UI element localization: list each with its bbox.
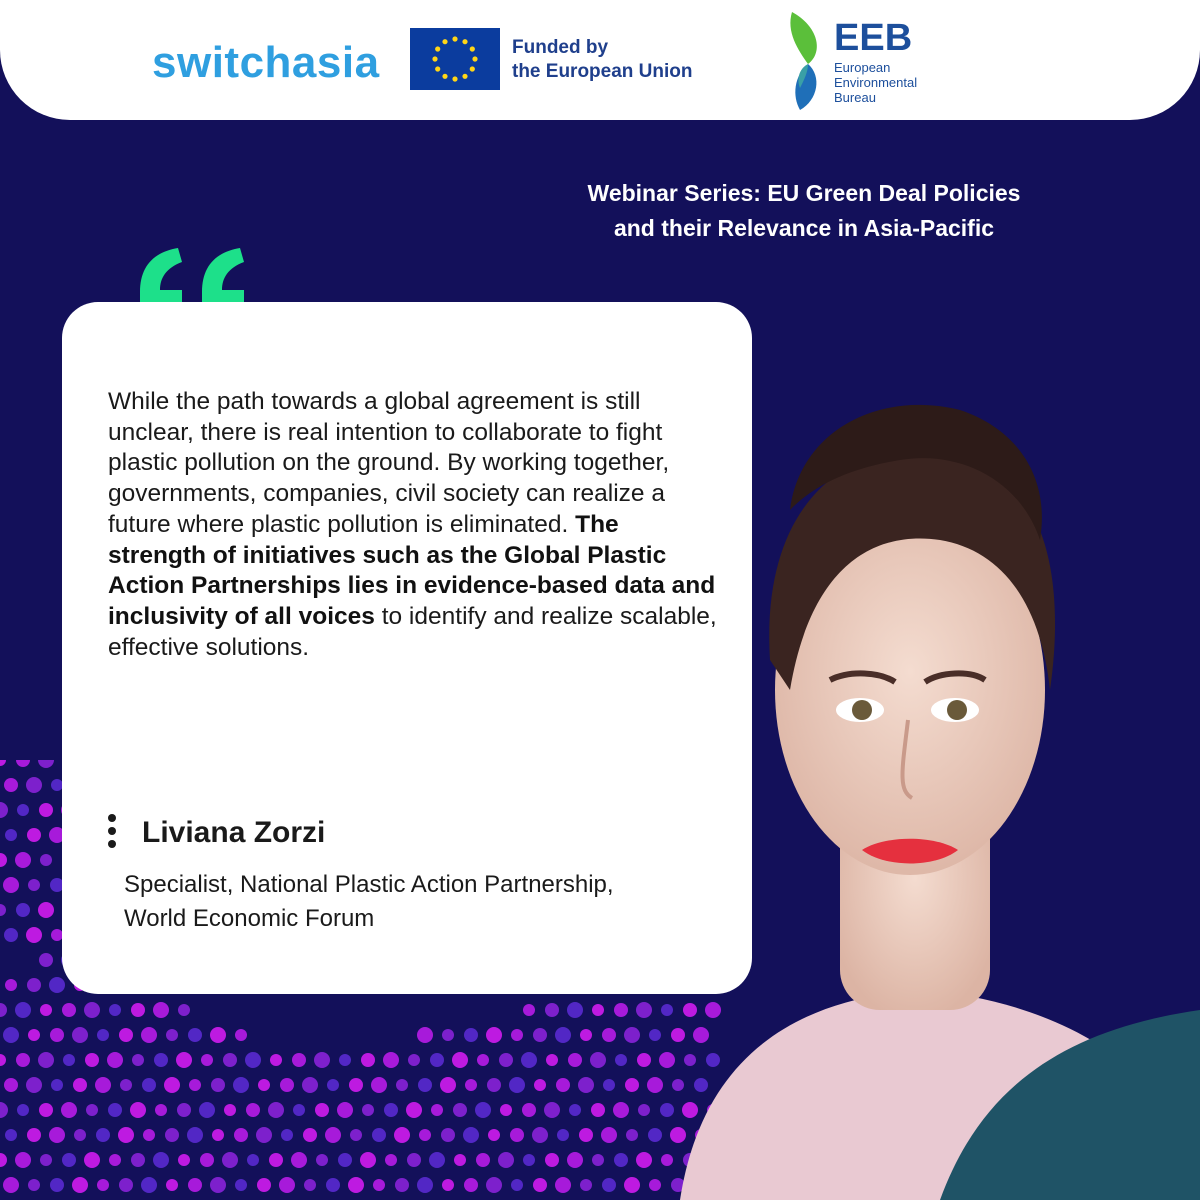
decorative-dot bbox=[15, 1152, 31, 1168]
decorative-dot bbox=[224, 1104, 236, 1116]
decorative-dot bbox=[3, 877, 19, 893]
decorative-dot bbox=[384, 1103, 398, 1117]
decorative-dot bbox=[316, 1154, 328, 1166]
decorative-dot bbox=[454, 1154, 466, 1166]
decorative-dot bbox=[26, 1077, 42, 1093]
vertical-dots-icon bbox=[106, 814, 118, 854]
decorative-dot bbox=[624, 1027, 640, 1043]
decorative-dot bbox=[62, 1153, 76, 1167]
decorative-dot bbox=[556, 1078, 570, 1092]
decorative-dot bbox=[27, 978, 41, 992]
decorative-dot bbox=[153, 1002, 169, 1018]
decorative-dot bbox=[27, 1128, 41, 1142]
decorative-dot bbox=[212, 1129, 224, 1141]
decorative-dot bbox=[510, 1128, 524, 1142]
eu-funding-line2: the European Union bbox=[512, 61, 693, 82]
decorative-dot bbox=[602, 1178, 616, 1192]
decorative-dot bbox=[293, 1104, 305, 1116]
decorative-dot bbox=[16, 903, 30, 917]
decorative-dot bbox=[373, 1179, 385, 1191]
decorative-dot bbox=[614, 1153, 628, 1167]
decorative-dot bbox=[210, 1177, 226, 1193]
decorative-dot bbox=[28, 879, 40, 891]
decorative-dot bbox=[385, 1154, 397, 1166]
decorative-dot bbox=[580, 1029, 592, 1041]
decorative-dot bbox=[590, 1052, 606, 1068]
decorative-dot bbox=[17, 1104, 29, 1116]
decorative-dot bbox=[62, 1003, 76, 1017]
decorative-dot bbox=[545, 1003, 559, 1017]
decorative-dot bbox=[453, 1103, 467, 1117]
decorative-dot bbox=[119, 1028, 133, 1042]
webinar-title-line2: and their Relevance in Asia-Pacific bbox=[613, 215, 995, 241]
decorative-dot bbox=[523, 1154, 535, 1166]
decorative-dot bbox=[442, 1179, 454, 1191]
decorative-dot bbox=[361, 1053, 375, 1067]
decorative-dot bbox=[464, 1178, 478, 1192]
decorative-dot bbox=[408, 1054, 420, 1066]
decorative-dot bbox=[509, 1077, 525, 1093]
decorative-dot bbox=[27, 828, 41, 842]
decorative-dot bbox=[592, 1004, 604, 1016]
decorative-dot bbox=[97, 1179, 109, 1191]
decorative-dot bbox=[4, 778, 18, 792]
decorative-dot bbox=[429, 1152, 445, 1168]
decorative-dot bbox=[222, 1152, 238, 1168]
decorative-dot bbox=[97, 1029, 109, 1041]
decorative-dot bbox=[452, 1052, 468, 1068]
decorative-dot bbox=[339, 1054, 351, 1066]
decorative-dot bbox=[350, 1129, 362, 1141]
decorative-dot bbox=[568, 1053, 582, 1067]
decorative-dot bbox=[141, 1027, 157, 1043]
decorative-dot bbox=[395, 1178, 409, 1192]
decorative-dot bbox=[155, 1104, 167, 1116]
decorative-dot bbox=[200, 1153, 214, 1167]
eeb-sub-line3: Bureau bbox=[834, 90, 876, 105]
decorative-dot bbox=[5, 979, 17, 991]
decorative-dot bbox=[49, 1127, 65, 1143]
decorative-dot bbox=[28, 1179, 40, 1191]
decorative-dot bbox=[532, 1127, 548, 1143]
decorative-dot bbox=[580, 1179, 592, 1191]
decorative-dot bbox=[487, 1078, 501, 1092]
eu-funding-line1: Funded by bbox=[512, 37, 609, 58]
decorative-dot bbox=[245, 1052, 261, 1068]
decorative-dot bbox=[486, 1177, 502, 1193]
decorative-dot bbox=[4, 928, 18, 942]
decorative-dot bbox=[383, 1052, 399, 1068]
decorative-dot bbox=[131, 1003, 145, 1017]
decorative-dot bbox=[246, 1103, 260, 1117]
decorative-dot bbox=[418, 1078, 432, 1092]
eeb-logo-name: EEB bbox=[834, 17, 913, 59]
decorative-dot bbox=[40, 854, 52, 866]
decorative-dot bbox=[281, 1129, 293, 1141]
decorative-dot bbox=[417, 1177, 433, 1193]
decorative-dot bbox=[396, 1079, 408, 1091]
decorative-dot bbox=[521, 1052, 537, 1068]
webinar-title bbox=[460, 176, 1148, 246]
decorative-dot bbox=[0, 802, 8, 818]
decorative-dot bbox=[360, 1152, 376, 1168]
decorative-dot bbox=[625, 1078, 639, 1092]
decorative-dot bbox=[119, 1178, 133, 1192]
decorative-dot bbox=[464, 1028, 478, 1042]
switchasia-logo bbox=[152, 38, 380, 88]
speaker-role-line2: World Economic Forum bbox=[124, 905, 375, 932]
decorative-dot bbox=[601, 1127, 617, 1143]
eu-flag-icon bbox=[410, 28, 500, 90]
quote-text-plain-1: While the path towards a global agreement is still unclear, there is real intention to collaborate to fight plastic pollution on the ground. By working together, governments, companies, civil society can realize a future where plastic pollution is eliminated. bbox=[108, 388, 670, 538]
decorative-dot bbox=[73, 1078, 87, 1092]
quote-text-plain-2: to identify and realize scalable, effective solutions. bbox=[108, 602, 717, 661]
decorative-dot bbox=[189, 1079, 201, 1091]
decorative-dot bbox=[292, 1053, 306, 1067]
decorative-dot bbox=[50, 1028, 64, 1042]
decorative-dot bbox=[614, 1003, 628, 1017]
decorative-dot bbox=[419, 1129, 431, 1141]
decorative-dot bbox=[4, 1078, 18, 1092]
decorative-dot bbox=[602, 1028, 616, 1042]
decorative-dot bbox=[500, 1104, 512, 1116]
decorative-dot bbox=[406, 1102, 422, 1118]
decorative-dot bbox=[234, 1128, 248, 1142]
decorative-dot bbox=[235, 1029, 247, 1041]
decorative-dot bbox=[50, 1178, 64, 1192]
decorative-dot bbox=[555, 1027, 571, 1043]
decorative-dot bbox=[176, 1052, 192, 1068]
decorative-dot bbox=[3, 1027, 19, 1043]
decorative-dot bbox=[86, 1104, 98, 1116]
decorative-dot bbox=[0, 1054, 6, 1066]
decorative-dot bbox=[74, 1129, 86, 1141]
decorative-dot bbox=[545, 1153, 559, 1167]
decorative-dot bbox=[3, 1177, 19, 1193]
decorative-dot bbox=[188, 1028, 202, 1042]
decorative-dot bbox=[84, 1002, 100, 1018]
decorative-dot bbox=[430, 1053, 444, 1067]
decorative-dot bbox=[567, 1002, 583, 1018]
decorative-dot bbox=[431, 1104, 443, 1116]
decorative-dot bbox=[270, 1054, 282, 1066]
decorative-dot bbox=[511, 1029, 523, 1041]
decorative-dot bbox=[476, 1153, 490, 1167]
decorative-dot bbox=[108, 1103, 122, 1117]
eeb-logo-subtitle bbox=[834, 60, 954, 105]
decorative-dot bbox=[362, 1104, 374, 1116]
decorative-dot bbox=[0, 1102, 8, 1118]
decorative-dot bbox=[442, 1029, 454, 1041]
decorative-dot bbox=[546, 1054, 558, 1066]
decorative-dot bbox=[498, 1152, 514, 1168]
decorative-dot bbox=[130, 1102, 146, 1118]
decorative-dot bbox=[441, 1128, 455, 1142]
decorative-dot bbox=[247, 1154, 259, 1166]
decorative-dot bbox=[72, 1027, 88, 1043]
decorative-dot bbox=[131, 1153, 145, 1167]
decorative-dot bbox=[142, 1078, 156, 1092]
decorative-dot bbox=[84, 1152, 100, 1168]
decorative-dot bbox=[511, 1179, 523, 1191]
decorative-dot bbox=[26, 927, 42, 943]
quote-text-bold: The strength of initiatives such as the Global Plastic Action Partnerships lies in evidence-based data and inclusivity of all voices bbox=[108, 510, 716, 630]
decorative-dot bbox=[39, 953, 53, 967]
decorative-dot bbox=[327, 1079, 339, 1091]
decorative-dot bbox=[522, 1103, 536, 1117]
decorative-dot bbox=[534, 1079, 546, 1091]
decorative-dot bbox=[85, 1053, 99, 1067]
decorative-dot bbox=[201, 1054, 213, 1066]
decorative-dot bbox=[49, 977, 65, 993]
decorative-dot bbox=[153, 1152, 169, 1168]
decorative-dot bbox=[338, 1153, 352, 1167]
decorative-dot bbox=[0, 1153, 7, 1167]
webinar-title-line1: Webinar Series: EU Green Deal Policies bbox=[587, 180, 1021, 206]
decorative-dot bbox=[477, 1054, 489, 1066]
decorative-dot bbox=[325, 1127, 341, 1143]
decorative-dot bbox=[39, 803, 53, 817]
decorative-dot bbox=[199, 1102, 215, 1118]
decorative-dot bbox=[567, 1152, 583, 1168]
decorative-dot bbox=[591, 1103, 605, 1117]
decorative-dot bbox=[624, 1177, 640, 1193]
decorative-dot bbox=[95, 1077, 111, 1093]
speaker-role bbox=[124, 868, 734, 936]
decorative-dot bbox=[15, 1002, 31, 1018]
decorative-dot bbox=[533, 1178, 547, 1192]
decorative-dot bbox=[314, 1052, 330, 1068]
decorative-dot bbox=[38, 760, 54, 768]
eeb-sub-line1: European bbox=[834, 60, 891, 75]
decorative-dot bbox=[349, 1078, 363, 1092]
switch-logo-part1: switch bbox=[152, 38, 292, 87]
decorative-dot bbox=[626, 1129, 638, 1141]
decorative-dot bbox=[28, 1029, 40, 1041]
decorative-dot bbox=[303, 1128, 317, 1142]
decorative-dot bbox=[210, 1027, 226, 1043]
decorative-dot bbox=[38, 902, 54, 918]
decorative-dot bbox=[257, 1178, 271, 1192]
decorative-dot bbox=[211, 1078, 225, 1092]
decorative-dot bbox=[394, 1127, 410, 1143]
decorative-dot bbox=[120, 1079, 132, 1091]
decorative-dot bbox=[337, 1102, 353, 1118]
decorative-dot bbox=[17, 804, 29, 816]
decorative-dot bbox=[463, 1127, 479, 1143]
decorative-dot bbox=[613, 1102, 629, 1118]
decorative-dot bbox=[233, 1077, 249, 1093]
decorative-dot bbox=[603, 1079, 615, 1091]
decorative-dot bbox=[372, 1128, 386, 1142]
decorative-dot bbox=[40, 1004, 52, 1016]
decorative-dot bbox=[258, 1079, 270, 1091]
decorative-dot bbox=[557, 1129, 569, 1141]
speaker-role-line1: Specialist, National Plastic Action Partnership, bbox=[124, 871, 614, 898]
decorative-dot bbox=[0, 853, 7, 867]
decorative-dot bbox=[348, 1177, 364, 1193]
decorative-dot bbox=[223, 1053, 237, 1067]
decorative-dot bbox=[61, 1102, 77, 1118]
decorative-dot bbox=[440, 1077, 456, 1093]
eu-funding-label bbox=[512, 36, 693, 84]
decorative-dot bbox=[569, 1104, 581, 1116]
decorative-dot bbox=[5, 829, 17, 841]
decorative-dot bbox=[141, 1177, 157, 1193]
decorative-dot bbox=[488, 1129, 500, 1141]
decorative-dot bbox=[371, 1077, 387, 1093]
decorative-dot bbox=[118, 1127, 134, 1143]
decorative-dot bbox=[302, 1077, 318, 1093]
decorative-dot bbox=[63, 1054, 75, 1066]
decorative-dot bbox=[51, 1079, 63, 1091]
decorative-dot bbox=[280, 1078, 294, 1092]
decorative-dot bbox=[523, 1004, 535, 1016]
decorative-dot bbox=[499, 1053, 513, 1067]
decorative-dot bbox=[304, 1179, 316, 1191]
decorative-dot bbox=[326, 1178, 340, 1192]
decorative-dot bbox=[256, 1127, 272, 1143]
decorative-dot bbox=[109, 1154, 121, 1166]
decorative-dot bbox=[72, 1177, 88, 1193]
decorative-dot bbox=[40, 1154, 52, 1166]
eeb-leaf-icon bbox=[778, 8, 828, 112]
quote-card bbox=[62, 302, 752, 994]
decorative-dot bbox=[592, 1154, 604, 1166]
decorative-dot bbox=[187, 1127, 203, 1143]
decorative-dot bbox=[16, 760, 30, 767]
decorative-dot bbox=[166, 1179, 178, 1191]
decorative-dot bbox=[5, 1129, 17, 1141]
decorative-dot bbox=[555, 1177, 571, 1193]
decorative-dot bbox=[96, 1128, 110, 1142]
decorative-dot bbox=[269, 1153, 283, 1167]
decorative-dot bbox=[291, 1152, 307, 1168]
decorative-dot bbox=[268, 1102, 284, 1118]
decorative-dot bbox=[615, 1054, 627, 1066]
decorative-dot bbox=[0, 760, 6, 766]
decorative-dot bbox=[315, 1103, 329, 1117]
decorative-dot bbox=[178, 1004, 190, 1016]
decorative-dot bbox=[15, 852, 31, 868]
decorative-dot bbox=[279, 1177, 295, 1193]
decorative-dot bbox=[544, 1102, 560, 1118]
decorative-dot bbox=[38, 1052, 54, 1068]
decorative-dot bbox=[0, 1003, 7, 1017]
decorative-dot bbox=[107, 1052, 123, 1068]
eeb-sub-line2: Environmental bbox=[834, 75, 918, 90]
decorative-dot bbox=[132, 1054, 144, 1066]
decorative-dot bbox=[143, 1129, 155, 1141]
decorative-dot bbox=[26, 777, 42, 793]
header-bar bbox=[0, 0, 1200, 120]
decorative-dot bbox=[475, 1102, 491, 1118]
decorative-dot bbox=[188, 1178, 202, 1192]
decorative-dot bbox=[235, 1179, 247, 1191]
speaker-name: Liviana Zorzi bbox=[142, 816, 326, 849]
decorative-dot bbox=[39, 1103, 53, 1117]
decorative-dot bbox=[533, 1028, 547, 1042]
quote-text bbox=[108, 387, 718, 663]
decorative-dot bbox=[0, 904, 6, 916]
decorative-dot bbox=[109, 1004, 121, 1016]
decorative-dot bbox=[164, 1077, 180, 1093]
decorative-dot bbox=[578, 1077, 594, 1093]
decorative-dot bbox=[154, 1053, 168, 1067]
decorative-dot bbox=[465, 1079, 477, 1091]
switch-logo-part2: asia bbox=[291, 38, 380, 87]
decorative-dot bbox=[165, 1128, 179, 1142]
decorative-dot bbox=[178, 1154, 190, 1166]
decorative-dot bbox=[417, 1027, 433, 1043]
decorative-dot bbox=[166, 1029, 178, 1041]
decorative-dot bbox=[579, 1128, 593, 1142]
decorative-dot bbox=[16, 1053, 30, 1067]
decorative-dot bbox=[486, 1027, 502, 1043]
decorative-dot bbox=[407, 1153, 421, 1167]
decorative-dot bbox=[177, 1103, 191, 1117]
